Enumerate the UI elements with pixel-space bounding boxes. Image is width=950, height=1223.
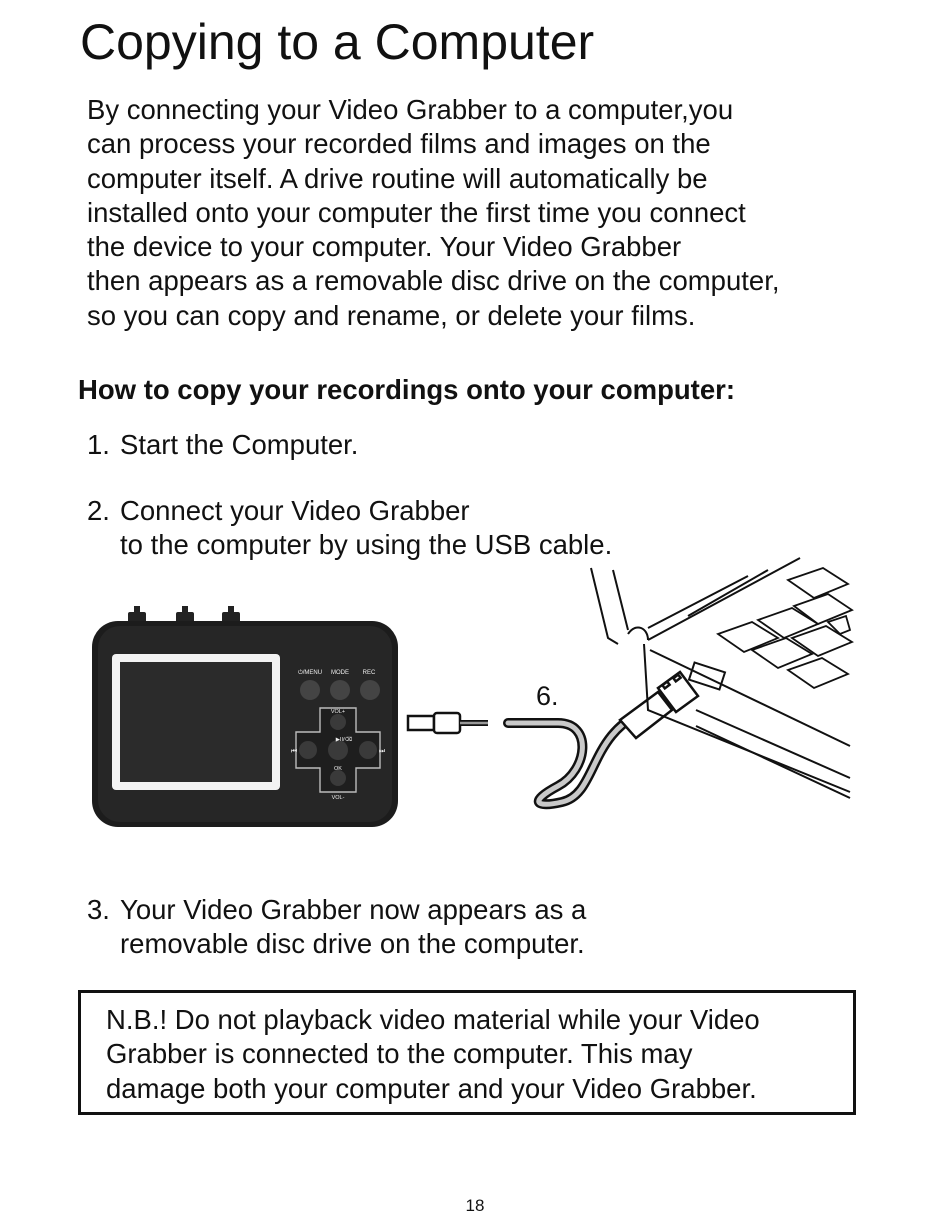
step-text: Start the Computer. <box>120 429 359 460</box>
svg-text:⏭: ⏭ <box>378 747 386 755</box>
mode-button-label: MODE <box>331 670 349 676</box>
intro-line: then appears as a removable disc drive on the computer, <box>87 265 780 297</box>
vol-down-label: VOL- <box>331 795 345 801</box>
intro-line: the device to your computer. Your Video Grabber <box>87 231 682 263</box>
video-grabber-device <box>92 621 398 827</box>
intro-line: so you can copy and rename, or delete your films. <box>87 299 696 331</box>
note-line: N.B.! Do not playback video material while your Video <box>106 1004 760 1035</box>
page-title: Copying to a Computer <box>80 14 595 70</box>
step-text: removable disc drive on the computer. <box>120 928 585 960</box>
play-label: ▶II/⌫ <box>335 737 353 743</box>
step-number: 2. <box>87 495 110 526</box>
intro-line: installed onto your computer the first time you connect <box>87 196 746 228</box>
usb-a-plug <box>620 672 698 738</box>
intro-line: computer itself. A drive routine will automatically be <box>87 162 708 194</box>
callout-number: 6. <box>536 681 559 711</box>
warning-note-box <box>78 990 856 1115</box>
step-number: 1. <box>87 429 110 460</box>
note-line: damage both your computer and your Video Grabber. <box>106 1072 757 1104</box>
intro-line: can process your recorded films and images on the <box>87 128 711 160</box>
intro-paragraph <box>87 93 927 333</box>
step-item <box>87 428 358 462</box>
usb-connection-illustration <box>88 550 858 835</box>
laptop-keys <box>718 568 852 688</box>
intro-line: By connecting your Video Grabber to a computer,you <box>87 94 734 125</box>
ok-label: OK <box>334 766 342 772</box>
step-text: Your Video Grabber now appears as a <box>120 894 587 925</box>
step-text: to the computer by using the USB cable. <box>120 529 613 561</box>
usb-mini-plug <box>408 713 460 733</box>
step-item <box>87 893 586 962</box>
note-line: Grabber is connected to the computer. This may <box>106 1038 693 1070</box>
page-number: 18 <box>465 1196 485 1215</box>
step-number: 3. <box>87 894 110 925</box>
svg-text:⏮: ⏮ <box>290 747 298 755</box>
vol-up-label: VOL+ <box>330 709 346 715</box>
step-text: Connect your Video Grabber <box>120 495 470 526</box>
rec-button-label: REC <box>362 670 376 676</box>
menu-button-label: ⏻/MENU <box>297 670 323 676</box>
section-heading: How to copy your recordings onto your computer: <box>78 374 735 405</box>
